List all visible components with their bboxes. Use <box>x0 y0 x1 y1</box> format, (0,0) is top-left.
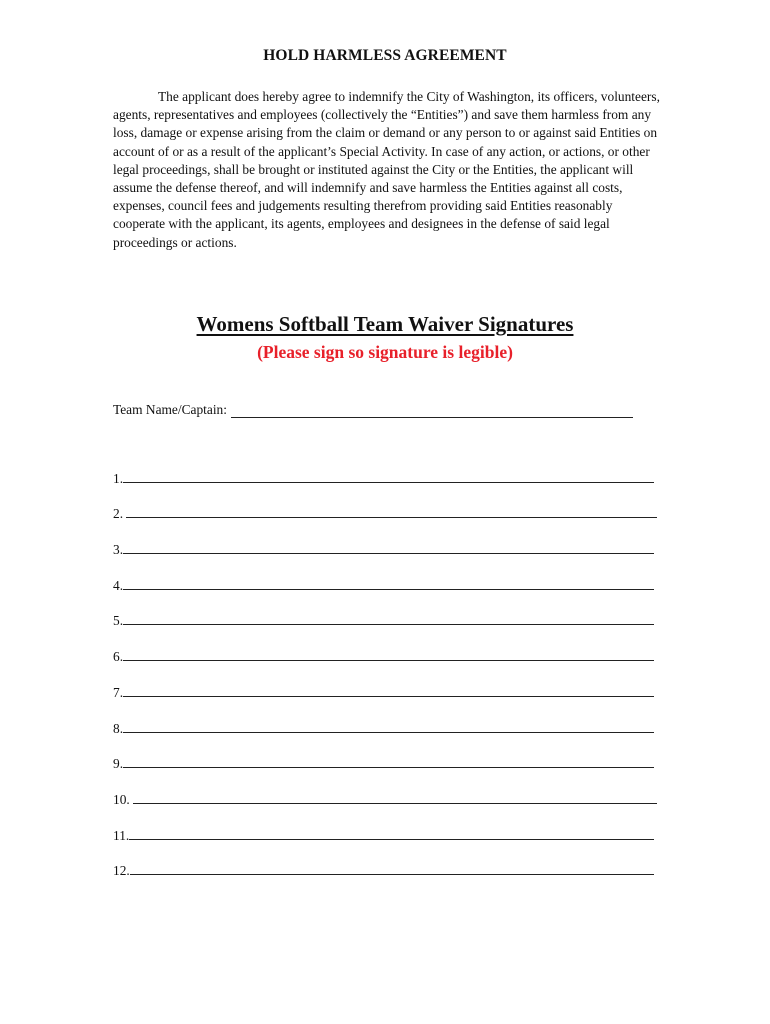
agreement-title: HOLD HARMLESS AGREEMENT <box>263 47 507 64</box>
signature-number: 10. <box>113 791 134 807</box>
signature-row <box>113 558 673 594</box>
signature-line[interactable] <box>129 825 654 840</box>
signature-line[interactable] <box>123 575 654 590</box>
signature-row <box>113 808 673 844</box>
signature-number: 11. <box>113 827 130 843</box>
team-name-label: Team Name/Captain: <box>113 402 227 417</box>
signature-line[interactable] <box>130 860 654 875</box>
signature-number: 12. <box>113 863 130 879</box>
signature-number: 9. <box>113 756 124 772</box>
signature-row <box>113 629 673 665</box>
signature-number: 5. <box>113 613 124 629</box>
signature-line[interactable] <box>123 646 654 661</box>
waiver-title <box>0 312 770 337</box>
agreement-body: The applicant does hereby agree to indemnify the City of Washington, its officers, volunteers, agents, representatives and employees (collectively the “Entities”) and save them harmless from any loss, damage or expense arising from the claim or demand or any person to or against said Entities on account of or as a result of the applicant’s Special Activity. In case of any action, or actions, or other legal proceedings, shall be brought or instituted against the City or the Entities, the applicant will assume the defense thereof, and will indemnify and save harmless the Entities against all costs, expenses, council fees and judgements resulting therefrom providing said Entities reasonably cooperate with the applicant, its agents, employees and designees in the defense of said legal proceedings or actions. <box>113 89 660 250</box>
signature-number: 6. <box>113 649 124 665</box>
signature-list <box>113 451 673 879</box>
signature-row <box>113 522 673 558</box>
signature-line[interactable] <box>123 718 654 733</box>
signature-line[interactable] <box>123 753 654 768</box>
signature-row <box>113 737 673 773</box>
signature-row <box>113 451 673 487</box>
signature-line[interactable] <box>123 610 654 625</box>
signature-row <box>113 772 673 808</box>
signature-line[interactable] <box>123 539 654 554</box>
signature-row <box>113 665 673 701</box>
waiver-title-text: Womens Softball Team Waiver Signatures <box>196 312 574 336</box>
signature-line[interactable] <box>126 503 657 518</box>
signature-line[interactable] <box>123 682 654 697</box>
signature-line[interactable] <box>123 468 654 483</box>
signature-line[interactable] <box>133 789 657 804</box>
signature-number: 3. <box>113 542 124 558</box>
signature-number: 2. <box>113 506 127 522</box>
signature-number: 7. <box>113 684 124 700</box>
team-name-row <box>113 398 633 418</box>
signature-row <box>113 594 673 630</box>
signature-row <box>113 844 673 880</box>
signature-number: 8. <box>113 720 124 736</box>
signature-row <box>113 701 673 737</box>
signature-number: 4. <box>113 577 124 593</box>
team-name-field[interactable] <box>231 403 633 418</box>
signature-number: 1. <box>113 470 124 486</box>
signature-row <box>113 487 673 523</box>
waiver-subtitle: (Please sign so signature is legible) <box>257 342 513 362</box>
